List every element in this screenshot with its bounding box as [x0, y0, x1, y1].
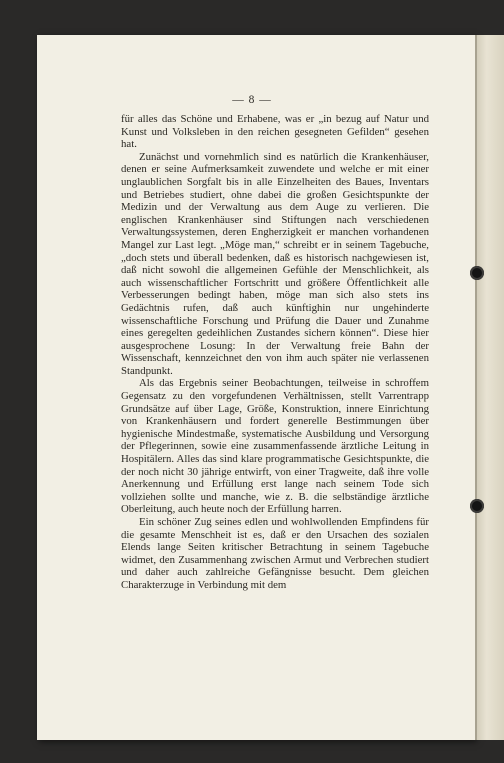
body-text — [121, 113, 429, 592]
binding-fold — [475, 35, 477, 740]
binding-edge — [475, 35, 504, 740]
paragraph-1: für alles das Schöne und Erhabene, was er „in bezug auf Natur und Kunst und Volksleben in den reichen gesegneten Gefilden“ gesehen hat. — [121, 113, 429, 151]
paragraph-3: Als das Ergebnis seiner Beobachtungen, teilweise in schroffem Gegensatz zu den vorgefundenen Verhältnissen, stellt Varrentrapp Grundsätze auf über Lage, Größe, Konstruktion, innere Einrichtung von Krankenhäusern und fordert generelle Bestimmungen über hygienische Mindestmaße, systematische Ausbildung und Versorgung der Pflegerinnen, sowie eine zusammenfassende ärztliche Leitung in Hospitälern. Alles das sind klare programmatische Gesichtspunkte, die der noch nicht 30 jährige entwirft, von einer Tragweite, daß ihre volle Anerkennung und Erfüllung erst lange nach seinem Tode sich vollziehen sollte und manche, wie z. B. die selbständige ärztliche Oberleitung, auch heute noch der Erfüllung harren. — [121, 377, 429, 516]
punch-hole-upper — [470, 266, 484, 280]
page-number: — 8 — — [232, 94, 272, 106]
paragraph-2: Zunächst und vornehmlich sind es natürlich die Krankenhäuser, denen er seine Aufmerksamkeit zuwendete und welche er mit einer unglaublichen Sorgfalt bis in alle Einzelheiten des Baues, Inventars und Betriebes studiert, ohne dabei die großen Gesichtspunkte der Medizin und der Verwaltung aus dem Auge zu verlieren. Die englischen Krankenhäuser sind Stiftungen nach verschiedenen Verwaltungssystemen, deren Engherzigkeit er manchen vorhandenen Mangel zur Last legt. „Möge man,“ schreibt er in seinem Tagebuche, „doch stets und überall bedenken, daß es historisch nachgewiesen ist, daß nicht sowohl die allgemeinen Gefühle der Menschlichkeit, als auch wissenschaftlicher Fortschritt und größere Öffentlichkeit alle Verbesserungen bedingt haben, möge man sich also stets ins Gedächtnis rufen, daß auch künftighin nur ungehinderte wissenschaftliche Forschung und Prüfung die Dauer und Zunahme eines geregelten gedeihlichen Zustandes sichern können“. Diese hier ausgesprochene Losung: In der Verwaltung freie Bahn der Wissenschaft, kennzeichnet den von ihm auch später nie verlassenen Standpunkt. — [121, 150, 429, 377]
punch-hole-lower — [470, 499, 484, 513]
paragraph-4: Ein schöner Zug seines edlen und wohlwollenden Empfindens für die gesamte Menschheit ist es, daß er den Ursachen des sozialen Elends lange Seiten kritischer Betrachtung in seinem Tagebuche widmet, den Zusammenhang zwischen Armut und Verbrechen studiert und daher auch zahlreiche Gefängnisse besucht. Dem gleichen Charakterzuge in Verbindung mit dem — [121, 516, 429, 591]
